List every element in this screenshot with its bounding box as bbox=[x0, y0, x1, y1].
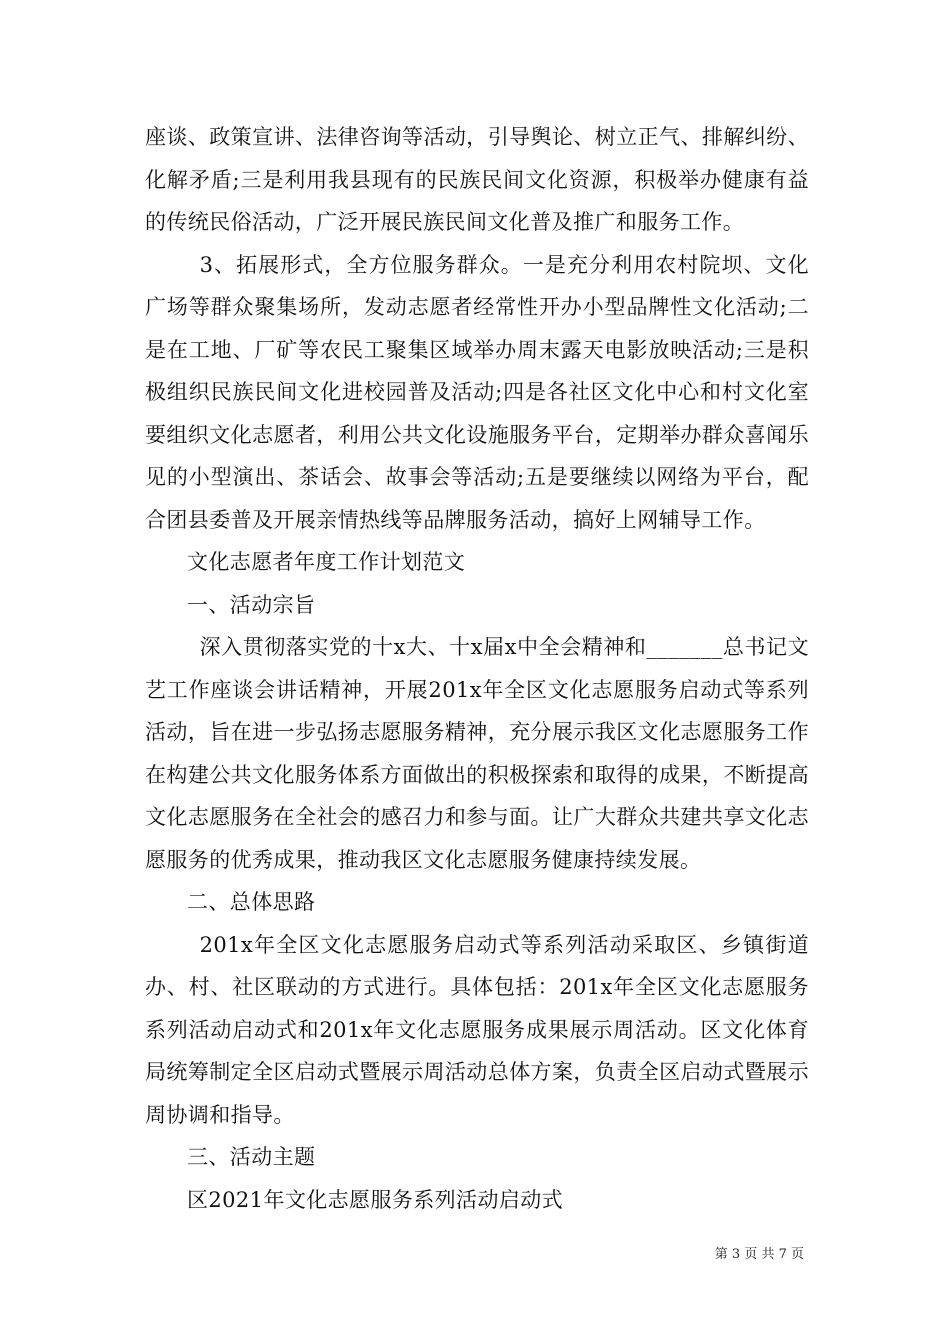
paragraph-expand-forms: 3、拓展形式，全方位服务群众。一是充分利用农村院坝、文化广场等群众聚集场所，发动志愿者经常性开办小型品牌性文化活动;二是在工地、厂矿等农民工聚集区域举办周末露天电影放映活动;三是积极组织民族民间文化进校园普及活动;四是各社区文化中心和村文化室要组织文化志愿者，利用公共文化设施服务平台，定期举办群众喜闻乐见的小型演出、茶话会、故事会等活动;五是要继续以网络为平台，配合团县委普及开展亲情热线等品牌服务活动，搞好上网辅导工作。 bbox=[145, 252, 809, 532]
section-title: 文化志愿者年度工作计划范文 bbox=[187, 550, 466, 574]
paragraph-overall-approach: 201x年全区文化志愿服务启动式等系列活动采取区、乡镇街道办、村、社区联动的方式进行。具体包括：201x年全区文化志愿服务系列活动启动式和201x年文化志愿服务成果展示周活动。区文化体育局统筹制定全区启动式暨展示周活动总体方案，负责全区启动式暨展示周协调和指导。 bbox=[145, 932, 809, 1127]
heading-activity-theme: 三、活动主题 bbox=[187, 1145, 316, 1169]
paragraph-activity-purpose: 深入贯彻落实党的十x大、十x届x中全会精神和_______总书记文艺工作座谈会讲话精神，开展201x年全区文化志愿服务启动式等系列活动，旨在进一步弘扬志愿服务精神，充分展示我区文化志愿服务工作在构建公共文化服务体系方面做出的积极探索和取得的成果，不断提高文化志愿服务在全社会的感召力和参与面。让广大群众共建共享文化志愿服务的优秀成果，推动我区文化志愿服务健康持续发展。 bbox=[145, 635, 809, 872]
heading-activity-purpose: 一、活动宗旨 bbox=[187, 592, 316, 617]
paragraph-continuation: 座谈、政策宣讲、法律咨询等活动，引导舆论、树立正气、排解纠纷、化解矛盾;三是利用我县现有的民族民间文化资源，积极举办健康有益的传统民俗活动，广泛开展民族民间文化普及推广和服务工作。 bbox=[145, 125, 809, 234]
page-number: 第 3 页 共 7 页 bbox=[714, 1247, 804, 1262]
document-body bbox=[145, 116, 809, 1221]
heading-overall-approach: 二、总体思路 bbox=[187, 890, 316, 914]
paragraph-activity-theme: 区2021年文化志愿服务系列活动启动式 bbox=[187, 1187, 564, 1212]
